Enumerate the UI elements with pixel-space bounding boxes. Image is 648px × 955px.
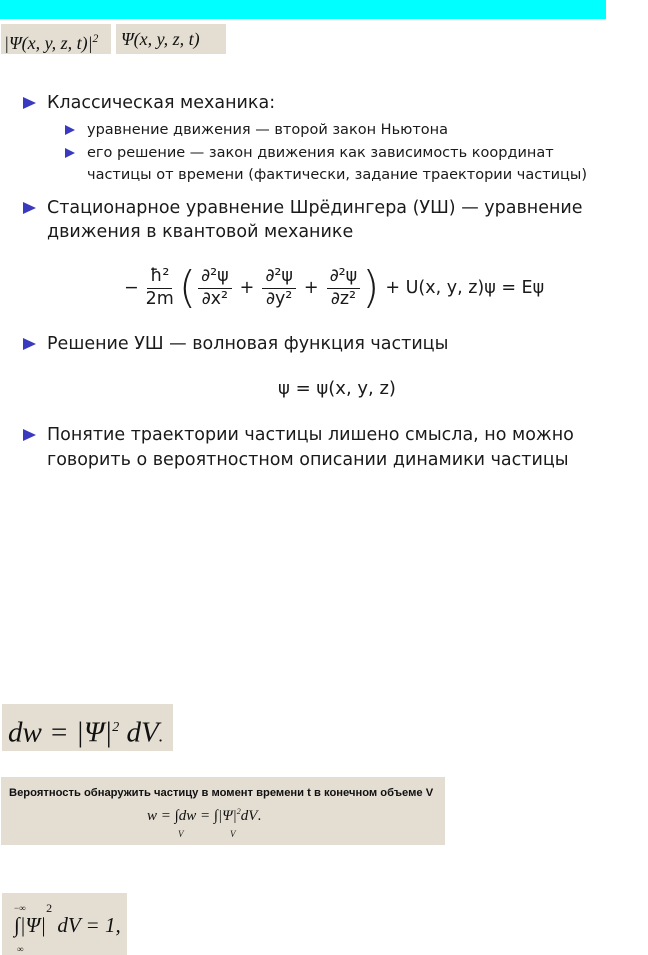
- header-bar: [0, 0, 606, 19]
- probability-box: [1, 777, 445, 845]
- bullet-schrodinger-line1: Стационарное уравнение Шрёдингера (УШ) — уравнение: [47, 198, 583, 218]
- probability-equation: $w = \int dw = \int|\Psi|^2dV$.: [147, 807, 262, 824]
- d2psi-dy2: $\frac{\text{∂²ψ}}{\text{∂y²}}$: [262, 267, 296, 309]
- bullet-icon: [23, 202, 36, 214]
- bullet-schrodinger-line2: движения в квантовой механике: [47, 222, 354, 242]
- probability-title: Вероятность обнаружить частицу в момент времени t в конечном объеме V: [9, 787, 434, 799]
- bullet-icon: [23, 338, 36, 350]
- bullet-icon: [23, 97, 36, 109]
- formula-snippet-probability-density: |Ψ(x, y, z, $t)|^2$: [1, 24, 111, 54]
- sub-bullet-solution-line2: частицы от времени (фактически, задание траектории частицы): [87, 167, 588, 183]
- bullet-icon: [23, 429, 36, 441]
- integral-lower-limit: ∞: [17, 944, 24, 954]
- sub-bullet-equation-of-motion: уравнение движения — второй закон Ньютона: [87, 122, 448, 138]
- normalization-formula: [2, 893, 127, 955]
- bullet-trajectory-line2: говорить о вероятностном описании динамики частицы: [47, 450, 569, 470]
- sub-bullet-solution-line1: его решение — закон движения как зависимость координат: [87, 145, 554, 161]
- integral-subscript: V: [178, 829, 184, 839]
- formula-snippet-wavefunction: Ψ(x, y, z, t): [116, 24, 226, 54]
- right-paren: ): [362, 262, 380, 313]
- d2psi-dz2: $\frac{\text{∂²ψ}}{\text{∂z²}}$: [327, 267, 361, 309]
- bullet-trajectory-line1: Понятие траектории частицы лишено смысла, но можно: [47, 425, 574, 445]
- bullet-icon: [65, 148, 75, 158]
- dw-formula: dw = $|\Psi|^2$ dV.: [2, 704, 173, 751]
- bullet-wavefunction: Решение УШ — волновая функция частицы: [47, 334, 449, 354]
- hbar-over-2m: $\frac{\text{ħ²}}{2m}$: [145, 266, 174, 309]
- integral-upper-limit: −∞: [14, 903, 26, 913]
- left-paren: (: [178, 262, 197, 313]
- bullet-icon: [65, 125, 75, 135]
- d2psi-dx2: $\frac{\text{∂²ψ}}{\text{∂x²}}$: [198, 267, 232, 309]
- integral-subscript: V: [230, 829, 236, 839]
- psi-equation: ψ = ψ(x, y, z): [278, 378, 396, 399]
- normalization-body: $\int|\Psi|^2$ dV = 1,: [14, 901, 121, 937]
- bullet-classical-mechanics: Классическая механика:: [47, 93, 276, 113]
- schrodinger-equation: − $\frac{\text{ħ²}}{2m}$ ( $\frac{\text{∂²ψ}}{\text{∂x²}}$ + $\frac{\text{∂²ψ}}{\text{∂y²}}$ + $\frac{\text{∂²ψ}}{\text{∂z²}}$ ) + U(x, y, z)ψ = Eψ: [124, 262, 545, 313]
